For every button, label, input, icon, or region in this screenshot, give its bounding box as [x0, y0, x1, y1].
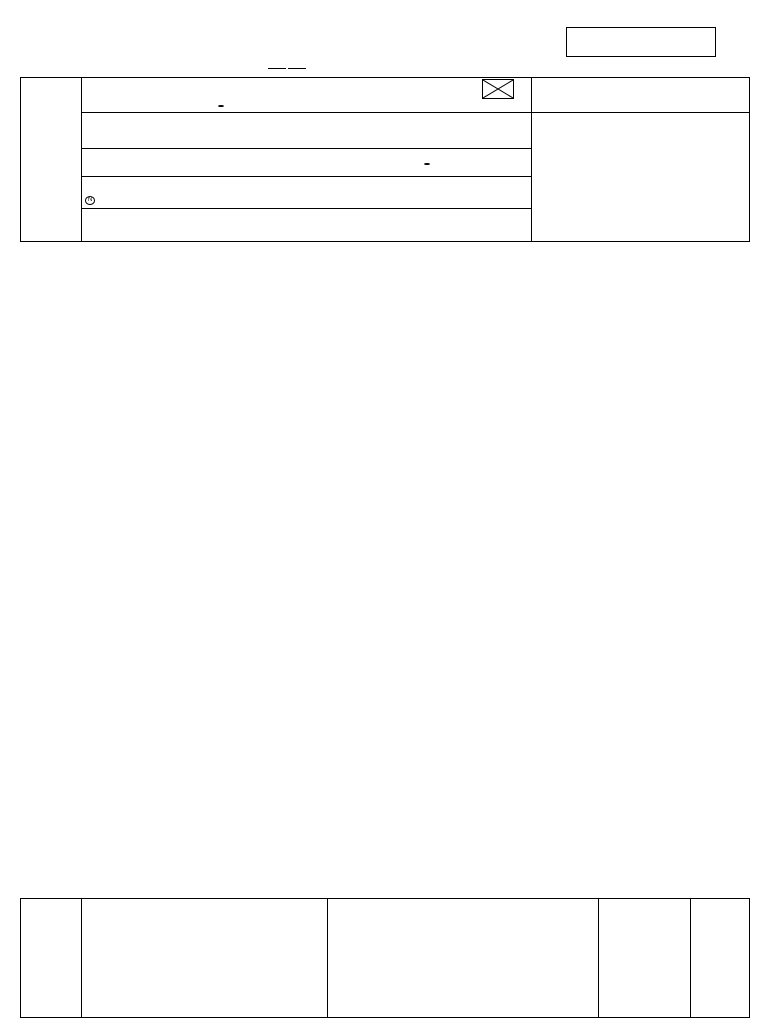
- sheet-total[interactable]: [288, 68, 306, 69]
- dps-box: [566, 27, 716, 57]
- mt-label: [218, 105, 224, 107]
- codes-section: [20, 898, 750, 1018]
- location-section: [20, 77, 750, 242]
- rural-checkbox[interactable]: [482, 79, 514, 99]
- miles-label: [424, 163, 430, 165]
- sheet-row: [268, 64, 306, 72]
- x-mark-icon: [483, 80, 513, 98]
- sheet-num[interactable]: [268, 68, 286, 69]
